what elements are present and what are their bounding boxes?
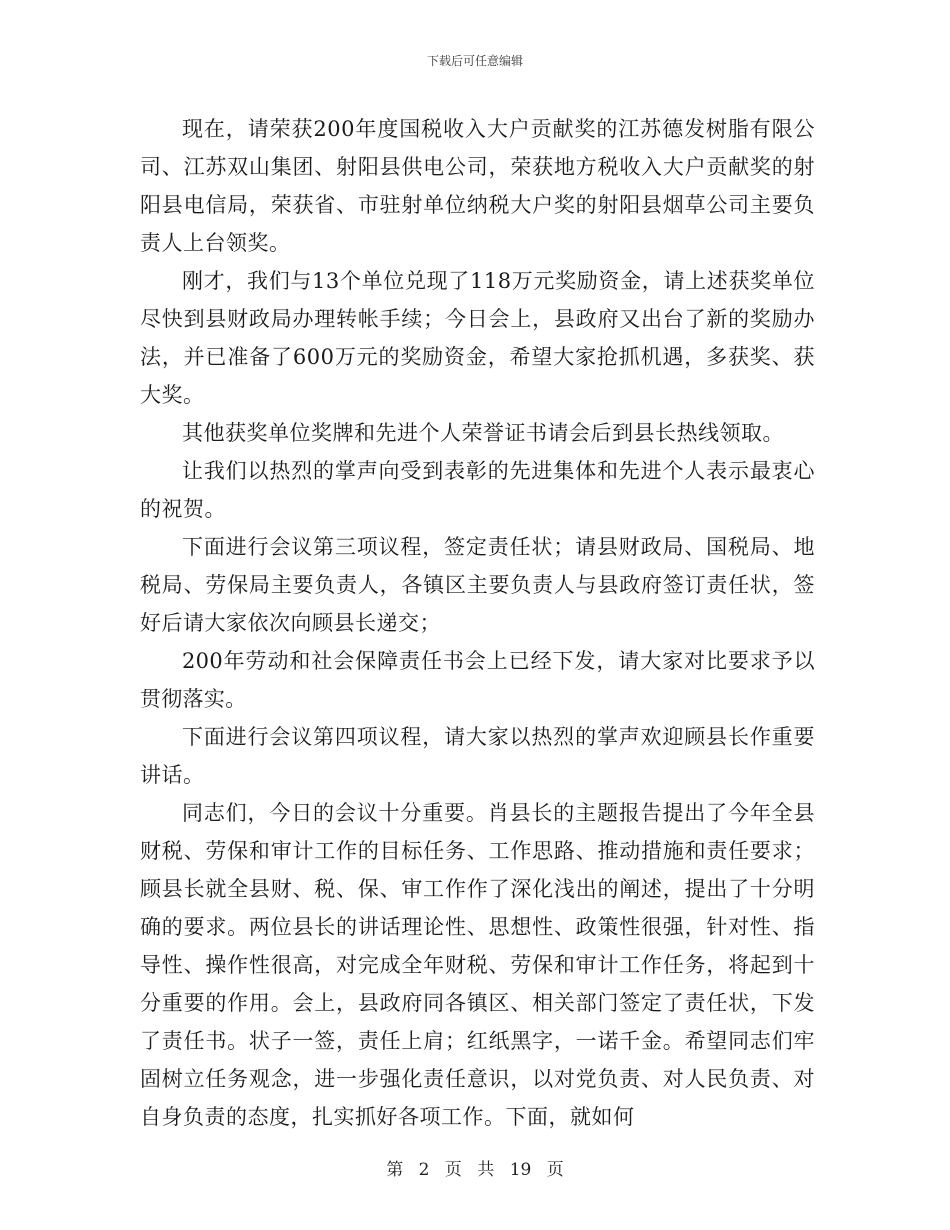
page-header: 下载后可任意编辑 [426, 54, 523, 68]
paragraph-agenda-three: 下面进行会议第三项议程，签定责任状；请县财政局、国税局、地税局、劳保局主要负责人，各镇区主要负责人与县政府签订责任状，签好后请大家依次向顾县长递交； [140, 535, 815, 635]
paragraph-labor-security: 200年劳动和社会保障责任书会上已经下发，请大家对比要求予以贯彻落实。 [140, 649, 815, 711]
paragraph-agenda-four: 下面进行会议第四项议程，请大家以热烈的掌声欢迎顾县长作重要讲话。 [140, 725, 815, 787]
paragraph-award-ceremony: 现在，请荣获200年度国税收入大户贡献奖的江苏德发树脂有限公司、江苏双山集团、射阳县供电公司，荣获地方税收入大户贡献奖的射阳县电信局，荣获省、市驻射单位纳税大户奖的射阳县烟草公司主要负责人上台领奖。 [140, 117, 815, 255]
paragraph-reward-funds: 刚才，我们与13个单位兑现了118万元奖励资金，请上述获奖单位尽快到县财政局办理转帐手续；今日会上，县政府又出台了新的奖励办法，并已准备了600万元的奖励资金，希望大家抢抓机遇，多获奖、获大奖。 [140, 269, 815, 407]
paragraph-congratulations: 让我们以热烈的掌声向受到表彰的先进集体和先进个人表示最衷心的祝贺。 [140, 459, 815, 521]
paragraph-speech: 同志们，今日的会议十分重要。肖县长的主题报告提出了今年全县财税、劳保和审计工作的目标任务、工作思路、推动措施和责任要求；顾县长就全县财、税、保、审工作作了深化浅出的阐述，提出了十分明确的要求。两位县长的讲话理论性、思想性、政策性很强，针对性、指导性、操作性很高，对完成全年财税、劳保和审计工作任务，将起到十分重要的作用。会上，县政府同各镇区、相关部门签定了责任状，下发了责任书。状子一签，责任上肩；红纸黑字，一诺千金。希望同志们牢固树立任务观念，进一步强化责任意识，以对党负责、对人民负责、对自身负责的态度，扎实抓好各项工作。下面，就如何 [140, 801, 815, 1129]
paragraph-certificates: 其他获奖单位奖牌和先进个人荣誉证书请会后到县长热线领取。 [182, 421, 784, 445]
page-number-footer: 第 2 页 共 19 页 [386, 1160, 564, 1180]
document-body [140, 110, 815, 1136]
